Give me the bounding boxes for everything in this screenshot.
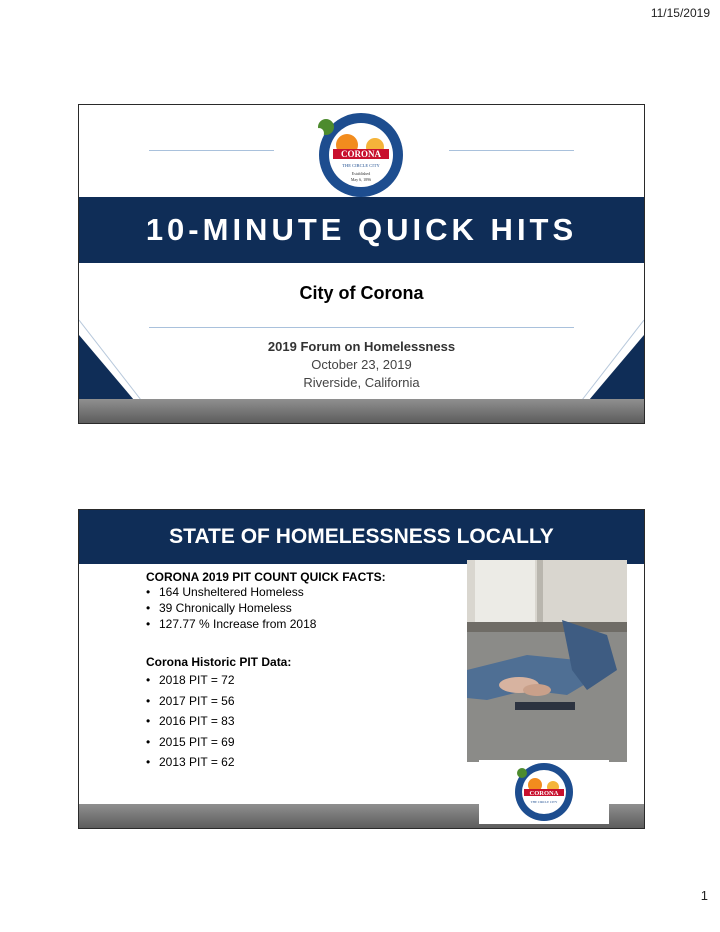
city-seal-logo (479, 760, 609, 824)
facts-heading: CORONA 2019 PIT COUNT QUICK FACTS: (146, 570, 386, 584)
list-item: • 39 Chronically Homeless (146, 600, 316, 616)
list-item: • 2015 PIT = 69 (146, 732, 235, 753)
list-item: • 2018 PIT = 72 (146, 670, 235, 691)
title-slide (78, 104, 645, 424)
list-item: • 127.77 % Increase from 2018 (146, 616, 316, 632)
city-seal-frame (291, 107, 431, 199)
slide-title: STATE OF HOMELESSNESS LOCALLY (169, 525, 554, 548)
city-seal-logo (291, 107, 431, 199)
history-list (146, 670, 235, 773)
list-item: • 2013 PIT = 62 (146, 752, 235, 773)
top-rule-right (449, 150, 574, 151)
city-seal-frame (479, 760, 609, 824)
seal-tagline-text: THE CIRCLE CITY (530, 800, 558, 804)
seal-established-text: Established (351, 171, 371, 176)
forum-date: October 23, 2019 (311, 357, 412, 372)
top-rule-left (149, 150, 274, 151)
seal-tagline-text: THE CIRCLE CITY (342, 163, 380, 168)
slide-title: 10-MINUTE QUICK HITS (145, 212, 578, 247)
page-number: 1 (700, 888, 708, 903)
forum-title: 2019 Forum on Homelessness (267, 339, 456, 354)
seal-name-text: CORONA (341, 149, 381, 159)
list-item: • 2016 PIT = 83 (146, 711, 235, 732)
facts-list (146, 584, 316, 632)
slide-footer-bar (79, 399, 644, 423)
history-heading: Corona Historic PIT Data: (146, 655, 292, 669)
seal-name-text: CORONA (529, 790, 559, 797)
homeless-person-photo (467, 560, 627, 762)
list-item: • 2017 PIT = 56 (146, 691, 235, 712)
forum-location: Riverside, California (303, 375, 420, 390)
print-date: 11/15/2019 (650, 6, 710, 20)
list-item: • 164 Unsheltered Homeless (146, 584, 316, 600)
seal-date-text: May 6, 1896 (350, 177, 372, 182)
city-name: City of Corona (299, 283, 424, 303)
middle-rule (149, 327, 574, 328)
content-slide (78, 509, 645, 829)
